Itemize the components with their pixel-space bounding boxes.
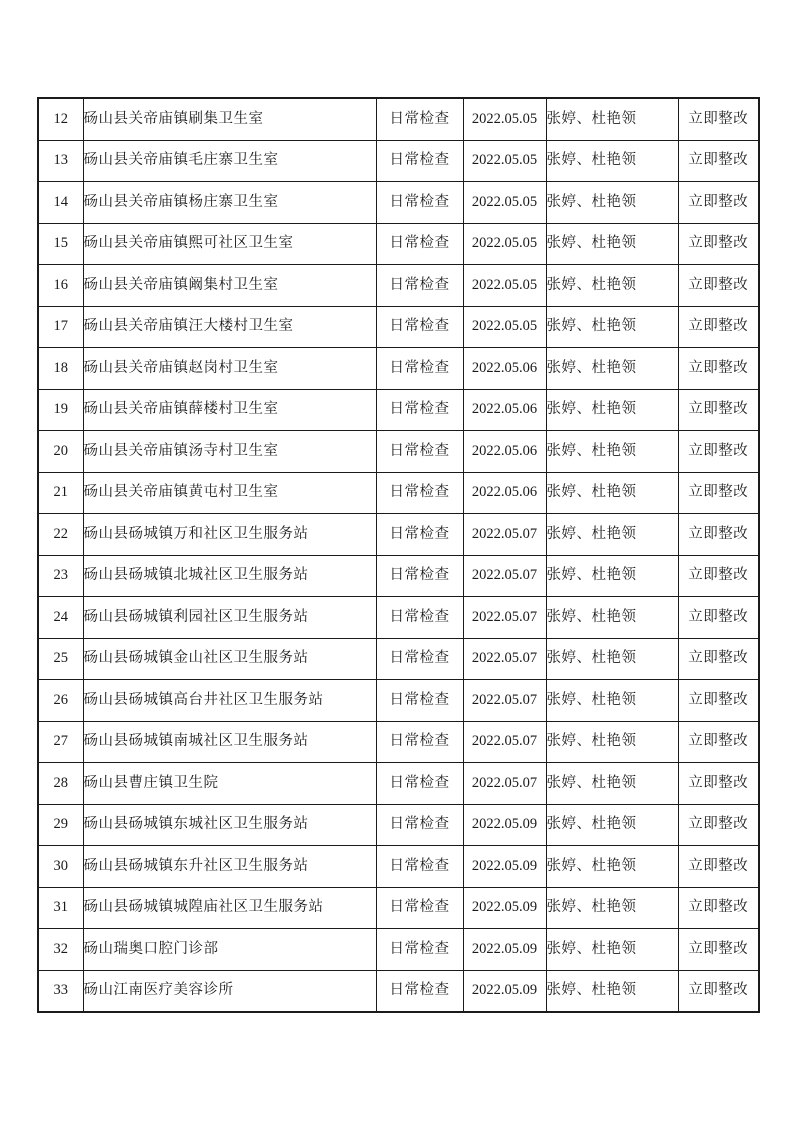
- inspectors-cell: 张婷、杜艳领: [546, 763, 678, 805]
- inspection-date-cell: 2022.05.07: [463, 721, 546, 763]
- table-row: [38, 638, 759, 680]
- inspection-type-cell: 日常检查: [376, 472, 463, 514]
- result-cell: 立即整改: [678, 182, 759, 224]
- inspection-date-cell: 2022.05.07: [463, 638, 546, 680]
- inspection-type-cell: 日常检查: [376, 887, 463, 929]
- inspection-type-cell: 日常检查: [376, 846, 463, 888]
- result-cell: 立即整改: [678, 721, 759, 763]
- table-row: [38, 98, 759, 140]
- table-row: [38, 597, 759, 639]
- inspection-type-cell: 日常检查: [376, 348, 463, 390]
- institution-cell: 砀山县曹庄镇卫生院: [83, 763, 376, 805]
- result-cell: 立即整改: [678, 763, 759, 805]
- institution-cell: 砀山县砀城镇东升社区卫生服务站: [83, 846, 376, 888]
- table-row: [38, 472, 759, 514]
- row-number-cell: 12: [38, 98, 83, 140]
- institution-cell: 砀山县关帝庙镇赵岗村卫生室: [83, 348, 376, 390]
- result-cell: 立即整改: [678, 846, 759, 888]
- inspection-table: [37, 97, 760, 1013]
- inspection-type-cell: 日常检查: [376, 555, 463, 597]
- table-row: [38, 555, 759, 597]
- row-number-cell: 33: [38, 970, 83, 1012]
- row-number-cell: 16: [38, 265, 83, 307]
- result-cell: 立即整改: [678, 265, 759, 307]
- inspectors-cell: 张婷、杜艳领: [546, 514, 678, 556]
- result-cell: 立即整改: [678, 348, 759, 390]
- institution-cell: 砀山县关帝庙镇杨庄寨卫生室: [83, 182, 376, 224]
- institution-cell: 砀山县关帝庙镇阚集村卫生室: [83, 265, 376, 307]
- row-number-cell: 24: [38, 597, 83, 639]
- inspectors-cell: 张婷、杜艳领: [546, 638, 678, 680]
- table-row: [38, 431, 759, 473]
- inspection-type-cell: 日常检查: [376, 223, 463, 265]
- row-number-cell: 29: [38, 804, 83, 846]
- table-row: [38, 389, 759, 431]
- institution-cell: 砀山江南医疗美容诊所: [83, 970, 376, 1012]
- row-number-cell: 26: [38, 680, 83, 722]
- row-number-cell: 27: [38, 721, 83, 763]
- result-cell: 立即整改: [678, 389, 759, 431]
- institution-cell: 砀山县砀城镇城隍庙社区卫生服务站: [83, 887, 376, 929]
- row-number-cell: 17: [38, 306, 83, 348]
- row-number-cell: 19: [38, 389, 83, 431]
- table-row: [38, 763, 759, 805]
- inspectors-cell: 张婷、杜艳领: [546, 472, 678, 514]
- inspection-type-cell: 日常检查: [376, 265, 463, 307]
- row-number-cell: 14: [38, 182, 83, 224]
- inspectors-cell: 张婷、杜艳领: [546, 431, 678, 473]
- inspectors-cell: 张婷、杜艳领: [546, 348, 678, 390]
- result-cell: 立即整改: [678, 638, 759, 680]
- institution-cell: 砀山县关帝庙镇熙可社区卫生室: [83, 223, 376, 265]
- inspectors-cell: 张婷、杜艳领: [546, 680, 678, 722]
- inspection-date-cell: 2022.05.09: [463, 929, 546, 971]
- row-number-cell: 21: [38, 472, 83, 514]
- inspection-date-cell: 2022.05.06: [463, 472, 546, 514]
- inspectors-cell: 张婷、杜艳领: [546, 306, 678, 348]
- table-row: [38, 970, 759, 1012]
- result-cell: 立即整改: [678, 929, 759, 971]
- institution-cell: 砀山县砀城镇高台井社区卫生服务站: [83, 680, 376, 722]
- table-row: [38, 265, 759, 307]
- institution-cell: 砀山瑞奥口腔门诊部: [83, 929, 376, 971]
- inspectors-cell: 张婷、杜艳领: [546, 182, 678, 224]
- result-cell: 立即整改: [678, 472, 759, 514]
- result-cell: 立即整改: [678, 514, 759, 556]
- inspection-table-body: [38, 98, 759, 1012]
- inspection-date-cell: 2022.05.07: [463, 514, 546, 556]
- inspection-type-cell: 日常检查: [376, 140, 463, 182]
- table-row: [38, 182, 759, 224]
- table-row: [38, 223, 759, 265]
- table-row: [38, 721, 759, 763]
- institution-cell: 砀山县砀城镇东城社区卫生服务站: [83, 804, 376, 846]
- result-cell: 立即整改: [678, 804, 759, 846]
- result-cell: 立即整改: [678, 140, 759, 182]
- inspectors-cell: 张婷、杜艳领: [546, 597, 678, 639]
- inspectors-cell: 张婷、杜艳领: [546, 223, 678, 265]
- inspectors-cell: 张婷、杜艳领: [546, 721, 678, 763]
- inspection-type-cell: 日常检查: [376, 431, 463, 473]
- row-number-cell: 32: [38, 929, 83, 971]
- row-number-cell: 23: [38, 555, 83, 597]
- result-cell: 立即整改: [678, 431, 759, 473]
- inspectors-cell: 张婷、杜艳领: [546, 389, 678, 431]
- inspection-type-cell: 日常检查: [376, 306, 463, 348]
- inspection-date-cell: 2022.05.05: [463, 182, 546, 224]
- table-row: [38, 680, 759, 722]
- institution-cell: 砀山县砀城镇北城社区卫生服务站: [83, 555, 376, 597]
- result-cell: 立即整改: [678, 680, 759, 722]
- inspection-type-cell: 日常检查: [376, 763, 463, 805]
- institution-cell: 砀山县关帝庙镇毛庄寨卫生室: [83, 140, 376, 182]
- inspection-date-cell: 2022.05.06: [463, 431, 546, 473]
- inspection-date-cell: 2022.05.05: [463, 306, 546, 348]
- inspection-type-cell: 日常检查: [376, 929, 463, 971]
- institution-cell: 砀山县关帝庙镇汤寺村卫生室: [83, 431, 376, 473]
- inspection-date-cell: 2022.05.07: [463, 555, 546, 597]
- inspectors-cell: 张婷、杜艳领: [546, 555, 678, 597]
- result-cell: 立即整改: [678, 306, 759, 348]
- row-number-cell: 20: [38, 431, 83, 473]
- table-row: [38, 514, 759, 556]
- row-number-cell: 13: [38, 140, 83, 182]
- row-number-cell: 18: [38, 348, 83, 390]
- row-number-cell: 30: [38, 846, 83, 888]
- institution-cell: 砀山县砀城镇南城社区卫生服务站: [83, 721, 376, 763]
- inspection-date-cell: 2022.05.09: [463, 970, 546, 1012]
- inspectors-cell: 张婷、杜艳领: [546, 98, 678, 140]
- row-number-cell: 22: [38, 514, 83, 556]
- row-number-cell: 31: [38, 887, 83, 929]
- inspection-date-cell: 2022.05.07: [463, 680, 546, 722]
- inspection-type-cell: 日常检查: [376, 680, 463, 722]
- inspection-date-cell: 2022.05.05: [463, 140, 546, 182]
- table-row: [38, 846, 759, 888]
- institution-cell: 砀山县砀城镇金山社区卫生服务站: [83, 638, 376, 680]
- table-row: [38, 887, 759, 929]
- inspection-type-cell: 日常检查: [376, 804, 463, 846]
- inspection-date-cell: 2022.05.07: [463, 597, 546, 639]
- result-cell: 立即整改: [678, 970, 759, 1012]
- inspection-date-cell: 2022.05.09: [463, 846, 546, 888]
- inspection-type-cell: 日常检查: [376, 98, 463, 140]
- institution-cell: 砀山县关帝庙镇汪大楼村卫生室: [83, 306, 376, 348]
- inspection-date-cell: 2022.05.05: [463, 223, 546, 265]
- inspectors-cell: 张婷、杜艳领: [546, 970, 678, 1012]
- inspection-date-cell: 2022.05.06: [463, 389, 546, 431]
- institution-cell: 砀山县关帝庙镇刷集卫生室: [83, 98, 376, 140]
- inspection-type-cell: 日常检查: [376, 182, 463, 224]
- table-row: [38, 929, 759, 971]
- row-number-cell: 25: [38, 638, 83, 680]
- result-cell: 立即整改: [678, 555, 759, 597]
- inspection-date-cell: 2022.05.05: [463, 98, 546, 140]
- inspectors-cell: 张婷、杜艳领: [546, 887, 678, 929]
- table-row: [38, 804, 759, 846]
- inspection-type-cell: 日常检查: [376, 389, 463, 431]
- institution-cell: 砀山县砀城镇万和社区卫生服务站: [83, 514, 376, 556]
- inspection-date-cell: 2022.05.06: [463, 348, 546, 390]
- inspectors-cell: 张婷、杜艳领: [546, 929, 678, 971]
- inspection-date-cell: 2022.05.05: [463, 265, 546, 307]
- table-row: [38, 306, 759, 348]
- inspection-date-cell: 2022.05.07: [463, 763, 546, 805]
- inspection-type-cell: 日常检查: [376, 597, 463, 639]
- result-cell: 立即整改: [678, 597, 759, 639]
- inspection-date-cell: 2022.05.09: [463, 887, 546, 929]
- inspection-date-cell: 2022.05.09: [463, 804, 546, 846]
- inspection-type-cell: 日常检查: [376, 514, 463, 556]
- table-row: [38, 140, 759, 182]
- institution-cell: 砀山县砀城镇利园社区卫生服务站: [83, 597, 376, 639]
- inspection-type-cell: 日常检查: [376, 638, 463, 680]
- inspectors-cell: 张婷、杜艳领: [546, 846, 678, 888]
- inspectors-cell: 张婷、杜艳领: [546, 265, 678, 307]
- inspectors-cell: 张婷、杜艳领: [546, 804, 678, 846]
- row-number-cell: 28: [38, 763, 83, 805]
- table-row: [38, 348, 759, 390]
- inspection-type-cell: 日常检查: [376, 970, 463, 1012]
- inspectors-cell: 张婷、杜艳领: [546, 140, 678, 182]
- result-cell: 立即整改: [678, 887, 759, 929]
- institution-cell: 砀山县关帝庙镇薛楼村卫生室: [83, 389, 376, 431]
- result-cell: 立即整改: [678, 98, 759, 140]
- inspection-type-cell: 日常检查: [376, 721, 463, 763]
- row-number-cell: 15: [38, 223, 83, 265]
- institution-cell: 砀山县关帝庙镇黄屯村卫生室: [83, 472, 376, 514]
- result-cell: 立即整改: [678, 223, 759, 265]
